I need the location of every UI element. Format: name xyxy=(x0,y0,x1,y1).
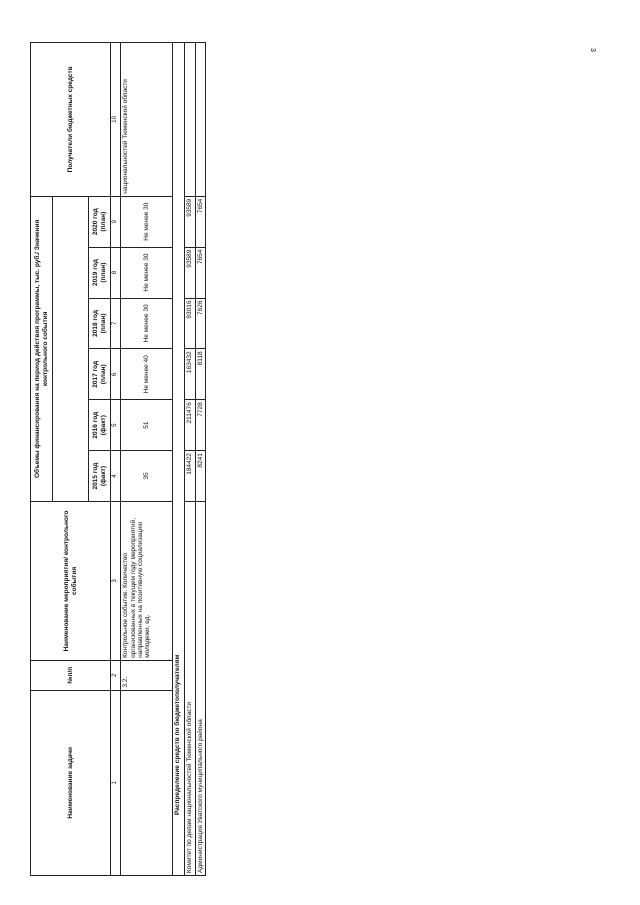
value-2016: 51 xyxy=(121,400,173,451)
header-event-name: Наименование мероприятия/ контрольного события xyxy=(31,501,111,660)
index-cell: 8 xyxy=(111,247,121,298)
recipient-value: 184422 xyxy=(185,451,195,502)
recipient-value: 93589 xyxy=(185,196,195,247)
table-row xyxy=(195,43,205,876)
index-cell: 6 xyxy=(111,349,121,400)
header-year-2019: 2019 год (план) xyxy=(89,247,111,298)
recipient-value: 93016 xyxy=(185,298,195,349)
recipient-value: 8241 xyxy=(195,451,205,502)
recipient-value: 211476 xyxy=(185,400,195,451)
task-cell xyxy=(121,690,173,875)
index-cell: 10 xyxy=(111,43,121,197)
recipient-empty xyxy=(195,43,205,197)
recipient-value: 7654 xyxy=(195,247,205,298)
header-num: №п/п xyxy=(31,660,111,690)
table-row xyxy=(185,43,195,876)
recipient-value: 7626 xyxy=(195,298,205,349)
header-recipients: Получатели бюджетных средств xyxy=(31,43,111,197)
index-cell: 1 xyxy=(111,690,121,875)
index-cell: 3 xyxy=(111,501,121,660)
row-recipient: национальностей Тюменской области xyxy=(121,43,173,197)
value-2018: Не менее 30 xyxy=(121,298,173,349)
header-year-2020: 2020 год (план) xyxy=(89,196,111,247)
recipient-name: Администрация Уватского муниципального района xyxy=(195,501,205,875)
index-cell: 7 xyxy=(111,298,121,349)
header-funding-group: Объемы финансирования на период действия программы, тыс. руб./ Значения контрольного события xyxy=(31,196,53,501)
recipient-name: Комитет по делам национальностей Тюменской области xyxy=(185,501,195,875)
rotated-table-wrapper xyxy=(30,42,206,876)
value-2017: Не менее 40 xyxy=(121,349,173,400)
row-num: 3.2. xyxy=(121,660,173,690)
index-cell: 4 xyxy=(111,451,121,502)
header-year-2018: 2018 год (план) xyxy=(89,298,111,349)
index-cell: 9 xyxy=(111,196,121,247)
header-year-2017: 2017 год (план) xyxy=(89,349,111,400)
recipient-empty xyxy=(185,43,195,197)
index-cell: 5 xyxy=(111,400,121,451)
recipient-value: 93589 xyxy=(185,247,195,298)
recipient-value: 163432 xyxy=(185,349,195,400)
table-row xyxy=(121,43,173,876)
budget-table xyxy=(30,42,206,876)
header-year-2015: 2015 год (факт) xyxy=(89,451,111,502)
index-cell: 2 xyxy=(111,660,121,690)
value-2015: 35 xyxy=(121,451,173,502)
page-number: 3 xyxy=(589,48,596,52)
header-task-name: Наименование задачи xyxy=(31,690,111,875)
distribution-label: Распределение средств по бюджетополучателям xyxy=(173,43,185,876)
recipient-value: 8118 xyxy=(195,349,205,400)
recipient-value: 7728 xyxy=(195,400,205,451)
header-year-2016: 2016 год (факт) xyxy=(89,400,111,451)
value-2020: Не менее 30 xyxy=(121,196,173,247)
row-event: Контрольное событие. Количество организованных в текущем году мероприятий, направленных на позитивную социализацию молодежи, ед. xyxy=(121,501,173,660)
recipient-value: 7654 xyxy=(195,196,205,247)
value-2019: Не менее 30 xyxy=(121,247,173,298)
